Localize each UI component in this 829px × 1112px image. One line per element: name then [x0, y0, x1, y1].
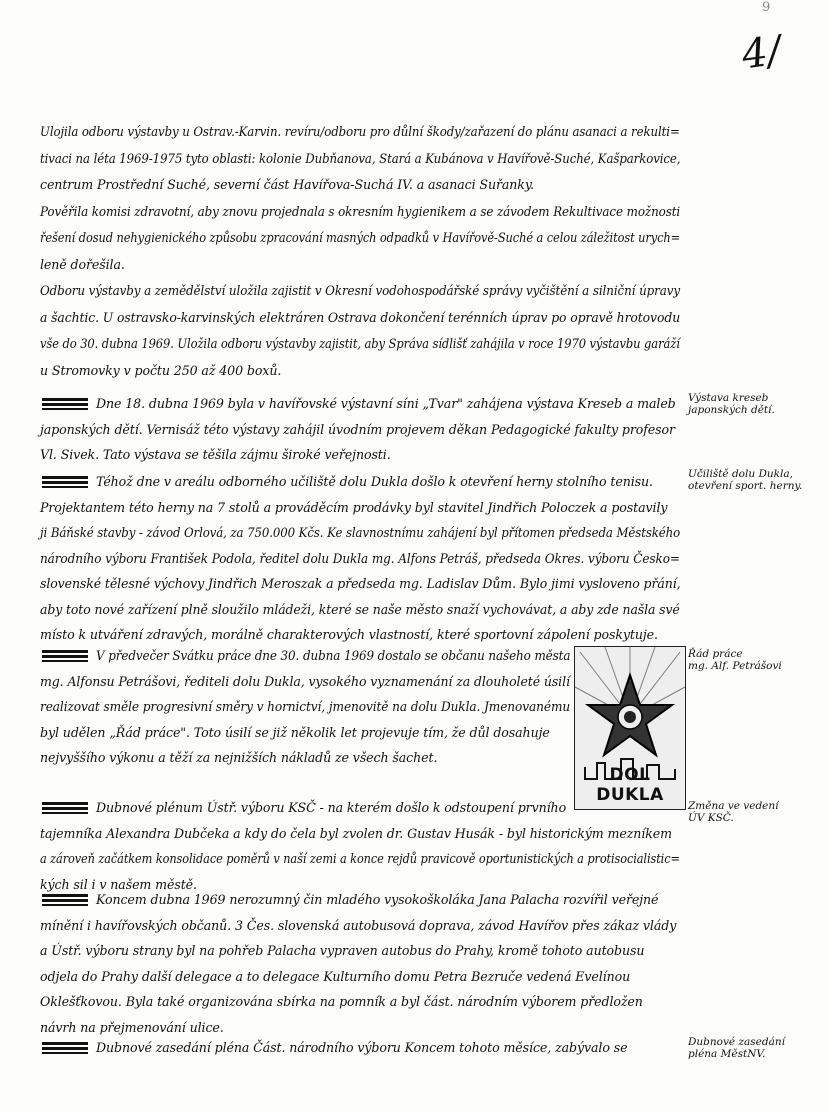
dol-dukla-stamp	[574, 646, 686, 810]
margin-note: Změna ve vedení	[688, 800, 779, 812]
entry-text-line: realizovat směle progresivní směry v hornictví, jmenovitě na dolu Dukla. Jmenovanému	[40, 699, 571, 714]
entry-text-line: nejvyššího výkonu a těží za nejnižších nákladů ze všech šachet.	[40, 750, 438, 765]
entry-marker-bar	[42, 398, 88, 410]
entry-text-line: aby toto nové zařízení plně sloužilo mládeži, které se naše město snaží vychovávat, a aby zde našla své	[40, 601, 680, 617]
text-line: a šachtic. U ostravsko-karvinských elektráren Ostrava dokončení terénních úprav po opravě hrotovodu	[40, 309, 681, 325]
entry-text-line: Dubnové plénum Ústř. výboru KSČ - na kterém došlo k odstoupení prvního	[96, 800, 567, 815]
entry-text-line: Koncem dubna 1969 nerozumný čin mladého vysokoškoláka Jana Palacha rozvířil veřejné	[96, 892, 659, 907]
text-line: leně dořešila.	[40, 256, 125, 272]
entry-text-line: odjela do Prahy další delegace a to delegace Kulturního domu Petra Bezruče vedená Evelínou	[40, 968, 631, 984]
margin-note: otevření sport. herny.	[688, 480, 803, 492]
entry-text-line: mínění i havířovských občanů. 3 Čes. slovenská autobusová doprava, závod Havířov přes zákaz vlády	[40, 917, 677, 933]
text-line: u Stromovky v počtu 250 až 400 boxů.	[40, 362, 282, 378]
entry-marker-bar	[42, 894, 88, 906]
margin-note: mg. Alf. Petrášovi	[688, 660, 782, 672]
text-line: Odboru výstavby a zemědělství uložila zajistit v Okresní vodohospodářské správy vyčištění a silniční úpravy	[40, 283, 681, 298]
text-line: vše do 30. dubna 1969. Uložila odboru výstavby zajistit, aby Správa sídlišť zahájila v roce 1970 výstavbu garáží	[40, 336, 680, 351]
entry-marker-bar	[42, 1042, 88, 1054]
entry-text-line: V předvečer Svátku práce dne 30. dubna 1969 dostalo se občanu našeho města	[96, 648, 571, 663]
margin-note: Řád práce	[688, 648, 743, 660]
text-line: Pověřila komisi zdravotní, aby znovu projednala s okresním hygienikem a se závodem Rekultivace možnosti	[40, 203, 681, 219]
entry-text-line: kých sil i v našem městě.	[40, 876, 197, 892]
entry-text-line: byl udělen „Řád práce". Toto úsilí se již několik let projevuje tím, že důl dosahuje	[40, 724, 550, 740]
entry-marker-bar	[42, 802, 88, 814]
entry-text-line: Téhož dne v areálu odborného učiliště dolu Dukla došlo k otevření herny stolního tenisu.	[96, 474, 653, 489]
entry-text-line: mg. Alfonsu Petrášovi, řediteli dolu Dukla, vysokého vyznamenání za dlouholeté úsilí	[40, 673, 570, 689]
text-line: centrum Prostřední Suché, severní část Havířova-Suchá IV. a asanaci Suřanky.	[40, 177, 535, 192]
text-line: tivaci na léta 1969-1975 tyto oblasti: kolonie Dubňanova, Stará a Kubánova v Havířově-Suché, Kašparkovice,	[40, 150, 681, 166]
page-number: 9	[762, 0, 771, 15]
entry-text-line: místo k utváření zdravých, morálně charakterových vlastností, které sportovní zápolení poskytuje.	[40, 627, 658, 642]
margin-note: Dubnové zasedání	[688, 1036, 785, 1048]
folio-mark: 4/	[738, 27, 784, 79]
margin-note: Výstava kreseb	[688, 392, 769, 404]
margin-note: ÚV KSČ.	[688, 812, 734, 824]
entry-text-line: a Ústř. výboru strany byl na pohřeb Palacha vypraven autobus do Prahy, kromě tohoto autobusu	[40, 943, 645, 958]
entry-text-line: národního výboru František Podola, ředitel dolu Dukla mg. Alfons Petráš, předseda Okres. výboru Česko=	[40, 550, 680, 566]
entry-text-line: Projektantem této herny na 7 stolů a prováděcím prodávky byl stavitel Jindřich Poloczek a postavily	[40, 499, 668, 515]
entry-marker-bar	[42, 650, 88, 662]
entry-text-line: Vl. Sivek. Tato výstava se těšila zájmu široké veřejnosti.	[40, 447, 391, 462]
entry-text-line: tajemníka Alexandra Dubčeka a kdy do čela byl zvolen dr. Gustav Husák - byl historickým mezníkem	[40, 825, 672, 841]
margin-note: Učiliště dolu Dukla,	[688, 468, 793, 480]
text-line: řešení dosud nehygienického způsobu zpracování masných odpadků v Havířově-Suché a celou záležitost urych=	[40, 230, 681, 245]
entry-text-line: Dne 18. dubna 1969 byla v havířovské výstavní síni „Tvar" zahájena výstava Kreseb a maleb	[96, 396, 676, 411]
entry-text-line: slovenské tělesné výchovy Jindřich Meroszak a předseda mg. Ladislav Dům. Bylo jimi vysloveno přání,	[40, 576, 681, 591]
entry-text-line: Oklešťkovou. Byla také organizována sbírka na pomník a byl část. národním výborem předložen	[40, 994, 643, 1009]
entry-text-line: návrh na přejmenování ulice.	[40, 1019, 224, 1035]
entry-text-line: japonských dětí. Vernisáž této výstavy zahájil úvodním projevem děkan Pedagogické fakulty profesor	[40, 421, 675, 437]
entry-text-line: Dubnové zasedání pléna Část. národního výboru Koncem tohoto měsíce, zabývalo se	[96, 1040, 628, 1055]
text-line: Ulojila odboru výstavby u Ostrav.-Karvin. revíru/odboru pro důlní škody/zařazení do plánu asanaci a rekulti=	[40, 124, 680, 139]
stamp-label: DOL DUKLA	[596, 765, 664, 805]
entry-text-line: a zároveň začátkem konsolidace poměrů v naší zemi a konce rejdů pravicově oportunistických a protisocialistic=	[40, 851, 680, 866]
margin-note: pléna MěstNV.	[688, 1048, 766, 1060]
entry-text-line: ji Báňské stavby - závod Orlová, za 750.000 Kčs. Ke slavnostnímu zahájení byl přítomen předseda Městského	[40, 525, 681, 540]
entry-marker-bar	[42, 476, 88, 488]
margin-note: japonských dětí.	[688, 404, 775, 416]
